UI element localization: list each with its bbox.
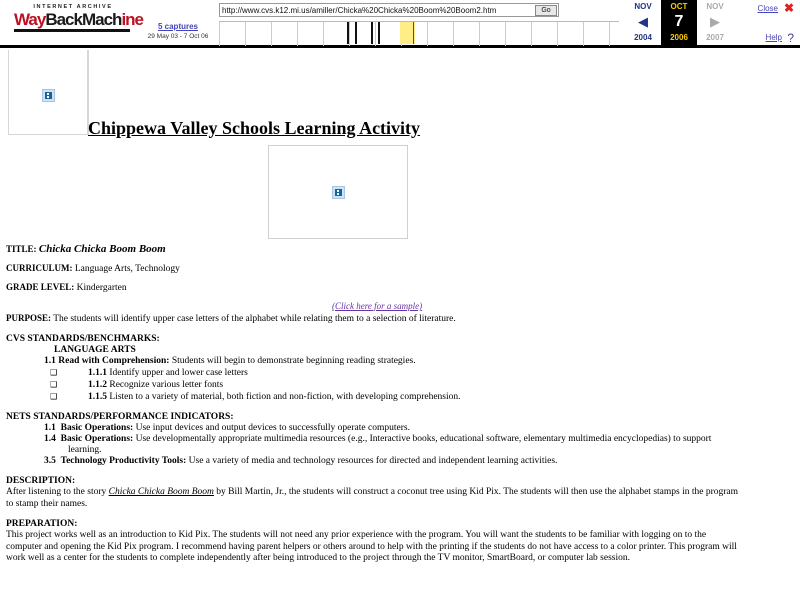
nets-item-continuation: learning. (68, 445, 102, 455)
nets-item-name: Basic Operations: (60, 423, 134, 433)
nets-item-name: Technology Productivity Tools: (60, 456, 187, 466)
benchmark-code: 1.1.5 (88, 392, 107, 402)
internet-archive-label: INTERNET ARCHIVE (33, 4, 113, 10)
timeline-tick (453, 22, 454, 46)
description-post-text: by Bill Martin, Jr., the students will construct a coconut tree using Kid Pix. The students will then use the alphabet stamps in the program (213, 487, 739, 497)
timeline-tick (479, 22, 480, 46)
checkbox-icon: ❑ (50, 368, 58, 377)
wordmark-back: Back (45, 10, 82, 29)
timeline-tick (505, 22, 506, 46)
close-icon[interactable]: ✖ (783, 1, 794, 15)
nets-item-row (44, 434, 796, 445)
curriculum-label: CURRICULUM: (6, 263, 73, 273)
cvs-benchmark-row (50, 379, 796, 391)
wayback-machine-wordmark (14, 10, 143, 29)
cvs-standard-row (44, 356, 796, 367)
prev-arrow-icon[interactable]: ◀ (638, 14, 648, 29)
timeline-capture-mark[interactable] (347, 22, 349, 44)
close-link[interactable]: Close (757, 4, 778, 13)
timeline-tick (583, 22, 584, 46)
page-title: Chippewa Valley Schools Learning Activity (88, 118, 421, 138)
nets-item-number: 3.5 (44, 456, 56, 466)
curriculum-value: Language Arts, Technology (74, 264, 180, 274)
captures-date-range: 29 May 03 - 7 Oct 06 (147, 33, 209, 40)
description-line-1 (6, 487, 796, 499)
grade-level-label: GRADE LEVEL: (6, 282, 75, 292)
preparation-heading: PREPARATION: (6, 519, 78, 529)
wayback-logo[interactable] (14, 4, 143, 32)
nets-item-name: Basic Operations: (60, 434, 134, 444)
checkbox-icon: ❑ (50, 380, 58, 389)
purpose-value: The students will identify upper case letters of the alphabet while relating them to a selection of literature. (53, 314, 456, 324)
current-year-label: 2006 (670, 33, 688, 42)
wordmark-mach: Mach (81, 10, 122, 29)
grade-level-value: Kindergarten (76, 283, 127, 293)
current-month-label: OCT (670, 2, 688, 11)
wayback-toolbar (0, 0, 800, 48)
description-pre-text: After listening to the story (6, 487, 109, 497)
toolbar-links (734, 2, 794, 44)
benchmark-text: Identify upper and lower case letters (109, 368, 248, 378)
title-value: Chicka Chicka Boom Boom (38, 243, 166, 255)
broken-image-icon (42, 89, 55, 102)
field-grade-level (6, 282, 796, 294)
nets-standards-heading: NETS STANDARDS/PERFORMANCE INDICATORS: (6, 412, 234, 422)
nets-item-row (44, 423, 796, 434)
timeline-tick (219, 22, 220, 46)
page-content (0, 48, 800, 597)
timeline-capture-mark[interactable] (371, 22, 373, 44)
next-month-label: NOV (706, 2, 724, 11)
preparation-line-1: This project works well as an introduction to Kid Pix. The students will not need any prior experience with the program. You will want the students to be familiar with logging on to the (6, 530, 707, 540)
sample-link[interactable]: (Click here for a sample) (332, 301, 423, 311)
timeline-tick (323, 22, 324, 46)
url-bar[interactable] (219, 3, 559, 17)
wordmark-way: Way (14, 10, 46, 29)
broken-image-icon (332, 186, 345, 199)
timeline-tick (297, 22, 298, 46)
purpose-label: PURPOSE: (6, 313, 51, 323)
nets-item-number: 1.4 (44, 434, 56, 444)
checkbox-icon: ❑ (50, 392, 58, 401)
timeline-tick (271, 22, 272, 46)
go-button[interactable]: Go (535, 5, 557, 16)
sample-link-row (6, 301, 796, 312)
captures-info (133, 22, 223, 40)
timeline-tick (557, 22, 558, 46)
preparation-line-3: work well as a center for the students to complete independently after being introduced to the project through the TV monitor, SmartBoard, or computer lab session. (6, 553, 630, 563)
next-year-label: 2007 (706, 33, 724, 42)
current-capture-date[interactable] (661, 0, 697, 45)
nets-item-text: Use developmentally appropriate multimedia resources (e.g., Interactive books, educational software, elementary multimedia encyclopedias) to support (135, 434, 712, 444)
capture-timeline[interactable] (219, 21, 619, 45)
timeline-tick (349, 22, 350, 46)
activity-image-box (268, 145, 408, 239)
prev-month-label: NOV (634, 2, 652, 11)
field-title (6, 244, 796, 256)
cvs-benchmark-row (50, 367, 796, 379)
benchmark-code: 1.1.2 (88, 380, 107, 390)
nets-item-number: 1.1 (44, 423, 56, 433)
field-curriculum (6, 263, 796, 275)
wordmark-ine: ine (121, 10, 143, 29)
timeline-tick (427, 22, 428, 46)
prev-capture-nav[interactable] (625, 0, 661, 45)
timeline-capture-mark[interactable] (378, 22, 380, 44)
field-purpose (6, 313, 796, 325)
title-label: TITLE: (6, 244, 37, 254)
date-navigator (625, 0, 735, 45)
preparation-line-2: computer and opening the Kid Pix program. I recommend having parent helpers or others around to help with the printing if the students do not have access to a color printer. This program will (6, 541, 737, 552)
cvs-subject-heading: LANGUAGE ARTS (54, 345, 136, 355)
description-line-2: to stamp their names. (6, 498, 88, 509)
help-link[interactable]: Help (765, 33, 782, 42)
logo-underbar (14, 29, 130, 32)
url-input[interactable] (220, 4, 524, 16)
nets-item-text: Use input devices and output devices to successfully operate computers. (135, 423, 410, 433)
description-book-title: Chicka Chicka Boom Boom (108, 487, 214, 497)
cvs-standard-text: Students will begin to demonstrate beginning reading strategies. (171, 356, 416, 366)
activity-body (6, 244, 796, 565)
current-day-label: 7 (674, 13, 684, 30)
description-heading: DESCRIPTION: (6, 476, 76, 486)
timeline-current-capture-mark[interactable] (413, 22, 414, 44)
benchmark-text: Recognize various letter fonts (109, 380, 224, 390)
benchmark-code: 1.1.1 (88, 368, 107, 378)
benchmark-text: Listen to a variety of material, both fiction and non-fiction, with developing comprehension. (109, 392, 461, 402)
help-icon[interactable]: ? (787, 31, 794, 45)
cvs-benchmark-row (50, 391, 796, 403)
cvs-standard-code: 1.1 Read with Comprehension: (44, 356, 170, 366)
nets-item-row (44, 456, 796, 467)
timeline-tick (375, 22, 376, 46)
timeline-tick (531, 22, 532, 46)
header-image-cell (8, 50, 88, 135)
timeline-tick (245, 22, 246, 46)
cvs-standards-heading: CVS STANDARDS/BENCHMARKS: (6, 334, 160, 344)
next-capture-nav[interactable] (697, 0, 733, 45)
timeline-tick (609, 22, 610, 46)
captures-count-link[interactable]: 5 captures (157, 22, 199, 31)
timeline-capture-mark[interactable] (355, 22, 357, 44)
nets-item-text: Use a variety of media and technology resources for directed and independent learning activities. (188, 456, 558, 466)
next-arrow-icon[interactable]: ▶ (710, 14, 720, 29)
prev-year-label: 2004 (634, 33, 652, 42)
